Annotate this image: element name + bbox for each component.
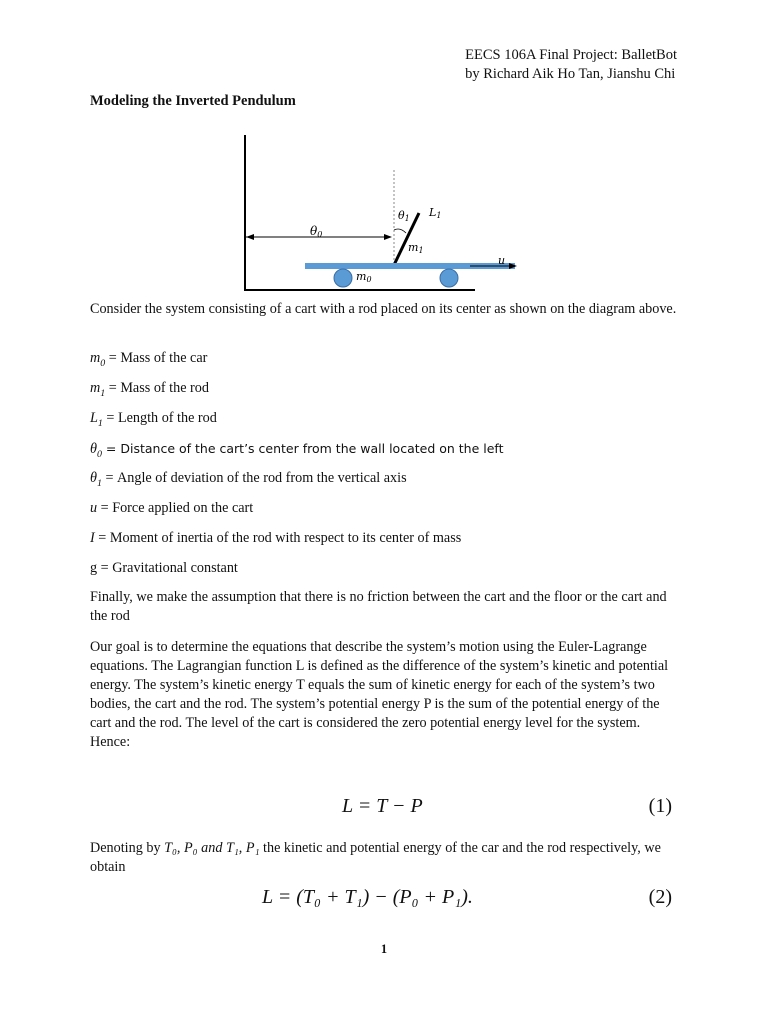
page-header <box>465 46 677 84</box>
denoting-paragraph: Denoting by T₀, P₀ and T₁, P₁ the kinetic and potential energy of the car and the rod respectively, we obtain <box>90 840 661 875</box>
def-symbol: $m_1$ <box>90 380 106 399</box>
equation-1: L = T − P <box>342 795 423 817</box>
theta0-arrow-left <box>246 234 254 240</box>
L1-label: L1 <box>429 206 442 220</box>
theta0-label: θ0 <box>310 224 323 239</box>
u-label: u <box>498 254 506 267</box>
theta1-label: θ1 <box>398 209 410 223</box>
m0-label: m0 <box>356 270 372 284</box>
def-symbol: I <box>90 530 95 546</box>
inverted-pendulum-diagram <box>230 125 540 295</box>
assumption-paragraph: Finally, we make the assumption that there is no friction between the cart and the floor or the cart and the rod <box>90 589 667 624</box>
definition-theta1: $\theta_1$ = Angle of deviation of the rod from the vertical axis <box>90 470 407 489</box>
def-symbol: u <box>90 500 98 516</box>
cart-wheel-right <box>440 269 458 287</box>
equation-1-number: (1) <box>648 795 672 817</box>
denoting-math: T₀, P₀ and T₁, P₁ <box>164 840 260 856</box>
header-line-2: by Richard Aik Ho Tan, Jianshu Chi <box>465 66 676 82</box>
intro-paragraph: Consider the system consisting of a cart with a rod placed on its center as shown on the diagram above. <box>90 301 677 317</box>
header-line-1: EECS 106A Final Project: BalletBot <box>465 47 677 63</box>
page-number: 1 <box>380 942 388 956</box>
definition-g: g = Gravitational constant <box>90 560 238 576</box>
def-symbol: $\theta_1$ <box>90 470 102 489</box>
definition-I: I = Moment of inertia of the rod with respect to its center of mass <box>90 530 462 546</box>
theta0-arrow-right <box>384 234 392 240</box>
def-symbol: $\theta_0$ <box>90 441 102 460</box>
definition-u: u = Force applied on the cart <box>90 500 254 516</box>
equation-2-number: (2) <box>648 886 672 908</box>
definition-theta0: $\theta_0$ = Distance of the cart’s center from the wall located on the left <box>90 441 504 460</box>
definition-m1: $m_1$ = Mass of the rod <box>90 380 209 399</box>
definition-m0: $m_0$ = Mass of the car <box>90 350 208 369</box>
theta1-arc <box>394 229 406 233</box>
m1-label: m1 <box>408 241 424 255</box>
definition-L1: $L_1$ = Length of the rod <box>90 410 217 429</box>
equation-2: L = (T₀ + T₁) − (P₀ + P₁). <box>262 886 473 908</box>
def-symbol: $L_1$ <box>90 410 103 429</box>
def-symbol: $m_0$ <box>90 350 106 369</box>
section-title: Modeling the Inverted Pendulum <box>90 93 296 109</box>
goal-paragraph: Our goal is to determine the equations that describe the system’s motion using the Euler-Lagrange equations. The Lagrangian function L is defined as the difference of the system’s kinetic and potential energy. The system’s kinetic energy T equals the sum of kinetic energy for each of the system’s two bodies, the cart and the rod. The system’s potential energy P is the sum of the potential energy of the cart and the rod. The level of the cart is considered the zero potential energy level for the system. Hence: <box>90 639 669 750</box>
cart-wheel-left <box>334 269 352 287</box>
